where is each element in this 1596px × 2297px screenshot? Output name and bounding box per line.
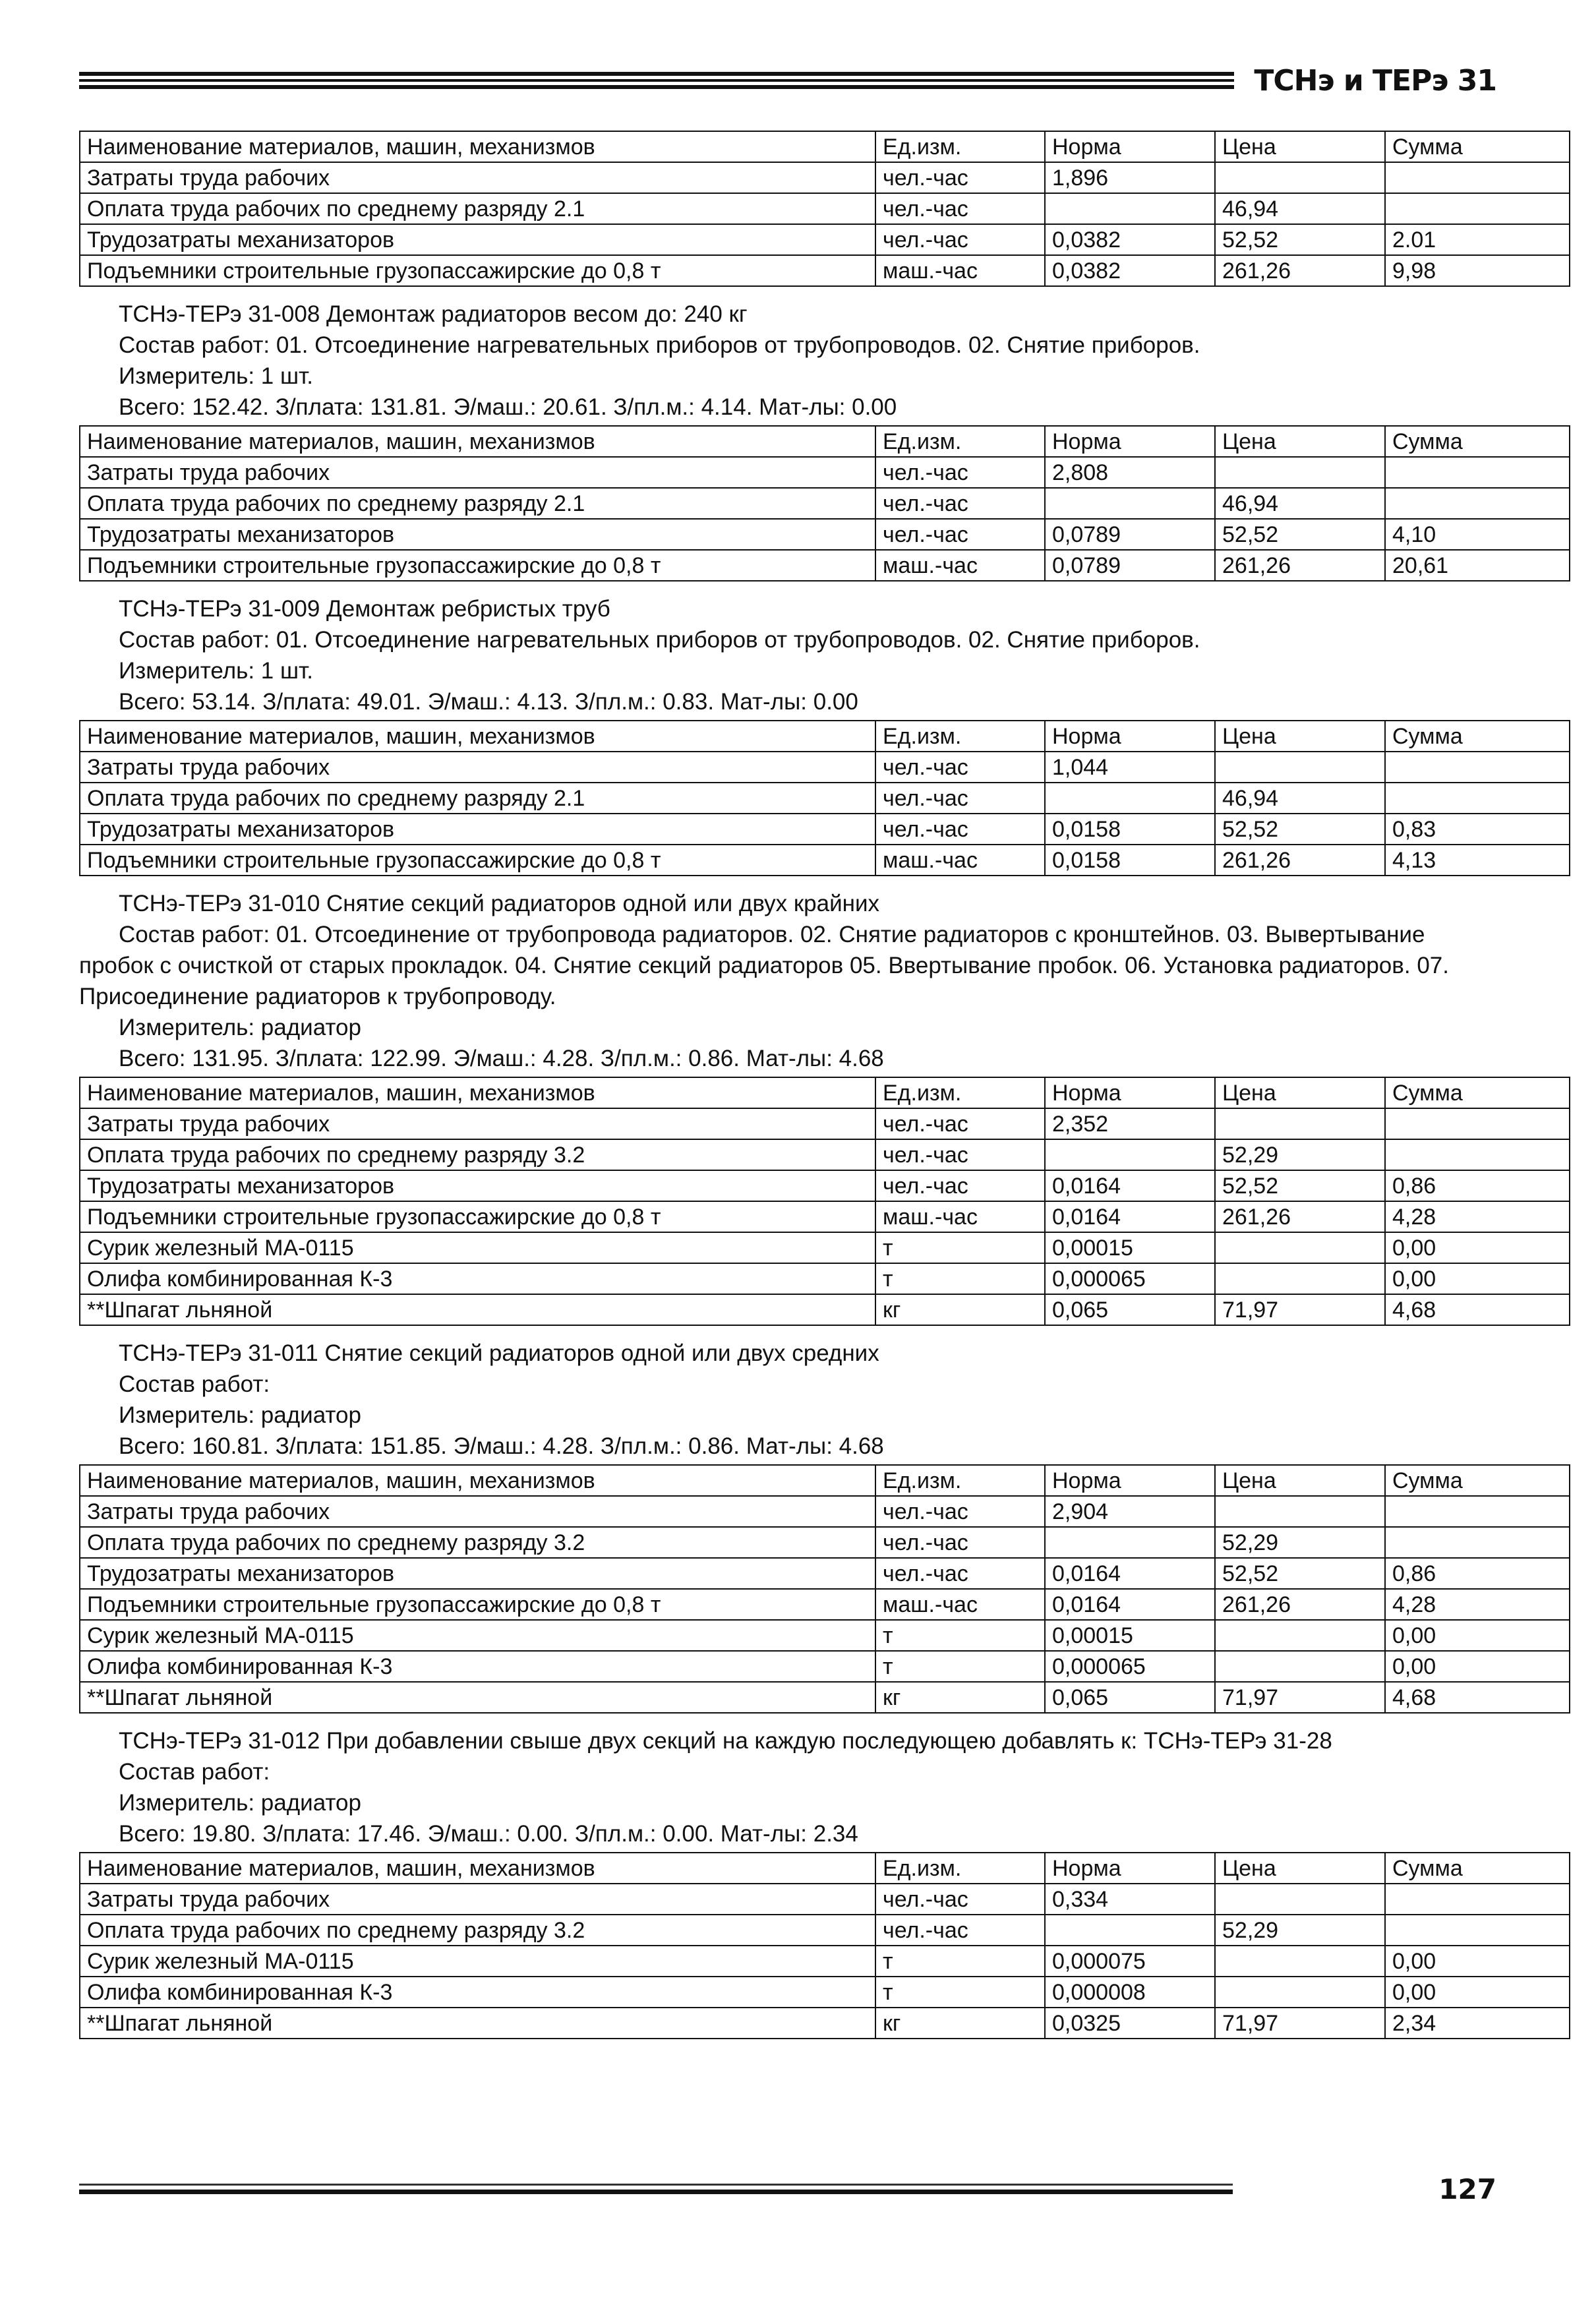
column-header-unit: Ед.изм. bbox=[875, 131, 1045, 162]
table-row bbox=[80, 2008, 1570, 2039]
cell-unit: кг bbox=[875, 1682, 1045, 1713]
cell-unit: чел.-час bbox=[875, 1139, 1045, 1170]
column-header-name: Наименование материалов, машин, механизмов bbox=[80, 1465, 875, 1496]
column-header-sum: Сумма bbox=[1385, 1853, 1570, 1884]
cell-norm: 0,00015 bbox=[1045, 1620, 1215, 1651]
cell-name: Оплата труда рабочих по среднему разряду 2.1 bbox=[80, 193, 875, 224]
cell-name: **Шпагат льняной bbox=[80, 2008, 875, 2039]
table-row bbox=[80, 1139, 1570, 1170]
cell-price: 52,52 bbox=[1215, 814, 1385, 845]
cell-name: Трудозатраты механизаторов bbox=[80, 224, 875, 255]
cell-sum: 0,00 bbox=[1385, 1620, 1570, 1651]
cell-name: Подъемники строительные грузопассажирские до 0,8 т bbox=[80, 1201, 875, 1232]
cell-name: Трудозатраты механизаторов bbox=[80, 519, 875, 550]
cell-price: 46,94 bbox=[1215, 193, 1385, 224]
cell-unit: чел.-час bbox=[875, 193, 1045, 224]
cell-unit: т bbox=[875, 1946, 1045, 1977]
cell-sum: 4,68 bbox=[1385, 1294, 1570, 1325]
cell-price: 46,94 bbox=[1215, 783, 1385, 814]
table-row bbox=[80, 1884, 1570, 1915]
cell-sum: 4,28 bbox=[1385, 1201, 1570, 1232]
resource-table bbox=[79, 720, 1570, 876]
cell-name: Олифа комбинированная К-3 bbox=[80, 1977, 875, 2008]
work-composition: Состав работ: 01. Отсоединение нагревательных приборов от трубопроводов. 02. Снятие приборов. bbox=[119, 332, 1200, 358]
cell-unit: маш.-час bbox=[875, 1589, 1045, 1620]
cell-price: 46,94 bbox=[1215, 488, 1385, 519]
cell-sum: 0,00 bbox=[1385, 1651, 1570, 1682]
resource-table bbox=[79, 131, 1570, 287]
cell-unit: чел.-час bbox=[875, 1496, 1045, 1527]
table-row bbox=[80, 783, 1570, 814]
section-title: ТСНэ-ТЕРэ 31-012 При добавлении свыше двух секций на каждую последующею добавлять к: ТСНэ-ТЕРэ 31-28 bbox=[119, 1728, 1332, 1754]
cell-norm bbox=[1045, 488, 1215, 519]
table-row bbox=[80, 1294, 1570, 1325]
cell-unit: т bbox=[875, 1263, 1045, 1294]
column-header-price: Цена bbox=[1215, 131, 1385, 162]
cell-sum: 0,86 bbox=[1385, 1558, 1570, 1589]
column-header-sum: Сумма bbox=[1385, 721, 1570, 752]
table-header-row bbox=[80, 1465, 1570, 1496]
cost-totals: Всего: 131.95. З/плата: 122.99. Э/маш.: 4.28. З/пл.м.: 0.86. Мат-лы: 4.68 bbox=[119, 1046, 884, 1071]
cell-sum bbox=[1385, 1527, 1570, 1558]
cell-unit: чел.-час bbox=[875, 783, 1045, 814]
work-composition: Состав работ: bbox=[119, 1759, 270, 1785]
cell-sum: 4,13 bbox=[1385, 845, 1570, 876]
cell-name: Подъемники строительные грузопассажирские до 0,8 т bbox=[80, 1589, 875, 1620]
cell-name: Затраты труда рабочих bbox=[80, 1884, 875, 1915]
cell-sum bbox=[1385, 193, 1570, 224]
column-header-unit: Ед.изм. bbox=[875, 1077, 1045, 1108]
cell-norm: 1,044 bbox=[1045, 752, 1215, 783]
cell-sum bbox=[1385, 1108, 1570, 1139]
cell-name: Сурик железный МА-0115 bbox=[80, 1232, 875, 1263]
cell-sum bbox=[1385, 752, 1570, 783]
cell-sum: 0,86 bbox=[1385, 1170, 1570, 1201]
cell-norm: 2,904 bbox=[1045, 1496, 1215, 1527]
cell-name: Трудозатраты механизаторов bbox=[80, 1170, 875, 1201]
column-header-name: Наименование материалов, машин, механизмов bbox=[80, 426, 875, 457]
cell-norm bbox=[1045, 783, 1215, 814]
cell-norm: 1,896 bbox=[1045, 162, 1215, 193]
cell-sum: 9,98 bbox=[1385, 255, 1570, 286]
table-row bbox=[80, 1620, 1570, 1651]
column-header-price: Цена bbox=[1215, 1077, 1385, 1108]
cell-sum: 2,34 bbox=[1385, 2008, 1570, 2039]
table-row bbox=[80, 1651, 1570, 1682]
section-title: ТСНэ-ТЕРэ 31-008 Демонтаж радиаторов весом до: 240 кг bbox=[119, 301, 748, 327]
cell-price: 52,29 bbox=[1215, 1915, 1385, 1946]
table-row bbox=[80, 1558, 1570, 1589]
cell-norm: 0,000065 bbox=[1045, 1263, 1215, 1294]
table-row bbox=[80, 1170, 1570, 1201]
cell-sum: 20,61 bbox=[1385, 550, 1570, 581]
cell-sum: 0,00 bbox=[1385, 1232, 1570, 1263]
cell-name: Олифа комбинированная К-3 bbox=[80, 1651, 875, 1682]
section-header bbox=[79, 593, 1496, 717]
cell-unit: чел.-час bbox=[875, 1558, 1045, 1589]
cell-sum bbox=[1385, 783, 1570, 814]
table-row bbox=[80, 1682, 1570, 1713]
section-header bbox=[79, 1338, 1496, 1462]
column-header-unit: Ед.изм. bbox=[875, 1465, 1045, 1496]
cell-price: 261,26 bbox=[1215, 1589, 1385, 1620]
section-header bbox=[79, 1725, 1496, 1849]
page-footer bbox=[79, 2169, 1496, 2209]
cell-price: 261,26 bbox=[1215, 845, 1385, 876]
cell-price: 71,97 bbox=[1215, 1294, 1385, 1325]
column-header-price: Цена bbox=[1215, 426, 1385, 457]
cell-sum bbox=[1385, 1884, 1570, 1915]
cell-norm: 0,065 bbox=[1045, 1294, 1215, 1325]
cell-unit: чел.-час bbox=[875, 224, 1045, 255]
cell-price: 71,97 bbox=[1215, 1682, 1385, 1713]
column-header-unit: Ед.изм. bbox=[875, 1853, 1045, 1884]
cell-norm bbox=[1045, 1139, 1215, 1170]
cell-sum bbox=[1385, 1915, 1570, 1946]
cell-norm: 0,000075 bbox=[1045, 1946, 1215, 1977]
cell-name: Олифа комбинированная К-3 bbox=[80, 1263, 875, 1294]
cell-unit: т bbox=[875, 1232, 1045, 1263]
column-header-price: Цена bbox=[1215, 1853, 1385, 1884]
column-header-sum: Сумма bbox=[1385, 131, 1570, 162]
column-header-norm: Норма bbox=[1045, 1853, 1215, 1884]
cell-norm: 0,0325 bbox=[1045, 2008, 1215, 2039]
cell-norm: 0,0158 bbox=[1045, 814, 1215, 845]
cell-sum bbox=[1385, 457, 1570, 488]
cell-norm bbox=[1045, 1527, 1215, 1558]
table-row bbox=[80, 193, 1570, 224]
cell-unit: чел.-час bbox=[875, 457, 1045, 488]
cell-name: Затраты труда рабочих bbox=[80, 1108, 875, 1139]
table-row bbox=[80, 1108, 1570, 1139]
cell-sum: 4,68 bbox=[1385, 1682, 1570, 1713]
cell-norm: 0,000008 bbox=[1045, 1977, 1215, 2008]
cell-name: Трудозатраты механизаторов bbox=[80, 814, 875, 845]
document-body bbox=[79, 131, 1496, 2039]
cell-unit: маш.-час bbox=[875, 550, 1045, 581]
column-header-norm: Норма bbox=[1045, 1077, 1215, 1108]
cell-price bbox=[1215, 1496, 1385, 1527]
cell-norm: 0,0382 bbox=[1045, 255, 1215, 286]
cell-norm: 0,000065 bbox=[1045, 1651, 1215, 1682]
cell-sum: 2.01 bbox=[1385, 224, 1570, 255]
table-row bbox=[80, 752, 1570, 783]
cell-name: Затраты труда рабочих bbox=[80, 162, 875, 193]
cell-sum: 0,00 bbox=[1385, 1263, 1570, 1294]
cell-sum: 0,83 bbox=[1385, 814, 1570, 845]
cell-price: 52,52 bbox=[1215, 1558, 1385, 1589]
table-row bbox=[80, 1977, 1570, 2008]
cell-unit: кг bbox=[875, 1294, 1045, 1325]
table-header-row bbox=[80, 131, 1570, 162]
section-title: ТСНэ-ТЕРэ 31-010 Снятие секций радиаторов одной или двух крайних bbox=[119, 891, 880, 916]
table-row bbox=[80, 1946, 1570, 1977]
cell-price bbox=[1215, 1263, 1385, 1294]
measure-unit: Измеритель: радиатор bbox=[119, 1402, 361, 1428]
table-header-row bbox=[80, 721, 1570, 752]
cost-totals: Всего: 152.42. З/плата: 131.81. Э/маш.: 20.61. З/пл.м.: 4.14. Мат-лы: 0.00 bbox=[119, 394, 897, 420]
table-row bbox=[80, 224, 1570, 255]
table-row bbox=[80, 488, 1570, 519]
cell-unit: чел.-час bbox=[875, 519, 1045, 550]
work-composition: Состав работ: 01. Отсоединение нагревательных приборов от трубопроводов. 02. Снятие приборов. bbox=[119, 627, 1200, 653]
cell-unit: чел.-час bbox=[875, 1884, 1045, 1915]
cell-name: **Шпагат льняной bbox=[80, 1294, 875, 1325]
cost-totals: Всего: 53.14. З/плата: 49.01. Э/маш.: 4.13. З/пл.м.: 0.83. Мат-лы: 0.00 bbox=[119, 689, 858, 715]
cell-name: Подъемники строительные грузопассажирские до 0,8 т bbox=[80, 550, 875, 581]
section-title: ТСНэ-ТЕРэ 31-009 Демонтаж ребристых труб bbox=[119, 596, 610, 622]
cell-name: Затраты труда рабочих bbox=[80, 457, 875, 488]
table-header-row bbox=[80, 1077, 1570, 1108]
resource-table bbox=[79, 1077, 1570, 1326]
work-composition: Состав работ: 01. Отсоединение от трубопровода радиаторов. 02. Снятие радиаторов с кронштейнов. 03. Вывертывание пробок с очисткой от старых прокладок. 04. Снятие секций радиаторов 05. Ввертывание пробок. 06. Установка радиаторов. 07. Присоединение радиаторов к трубопроводу. bbox=[79, 922, 1449, 1009]
cell-sum: 4,10 bbox=[1385, 519, 1570, 550]
cell-name: Затраты труда рабочих bbox=[80, 752, 875, 783]
cell-name: Оплата труда рабочих по среднему разряду 2.1 bbox=[80, 488, 875, 519]
cell-price bbox=[1215, 1232, 1385, 1263]
cell-sum bbox=[1385, 162, 1570, 193]
cell-norm: 0,0158 bbox=[1045, 845, 1215, 876]
cell-price: 52,52 bbox=[1215, 519, 1385, 550]
cell-price: 261,26 bbox=[1215, 255, 1385, 286]
cell-price: 261,26 bbox=[1215, 550, 1385, 581]
cell-sum bbox=[1385, 1139, 1570, 1170]
table-row bbox=[80, 162, 1570, 193]
section-title: ТСНэ-ТЕРэ 31-011 Снятие секций радиаторов одной или двух средних bbox=[119, 1340, 879, 1366]
cell-name: Оплата труда рабочих по среднему разряду 2.1 bbox=[80, 783, 875, 814]
cost-totals: Всего: 19.80. З/плата: 17.46. Э/маш.: 0.00. З/пл.м.: 0.00. Мат-лы: 2.34 bbox=[119, 1821, 858, 1847]
page-number: 127 bbox=[1438, 2172, 1496, 2205]
cell-price bbox=[1215, 1620, 1385, 1651]
cell-price bbox=[1215, 457, 1385, 488]
cell-unit: маш.-час bbox=[875, 255, 1045, 286]
cell-name: Сурик железный МА-0115 bbox=[80, 1946, 875, 1977]
cell-price: 261,26 bbox=[1215, 1201, 1385, 1232]
table-row bbox=[80, 1527, 1570, 1558]
cell-unit: чел.-час bbox=[875, 1170, 1045, 1201]
cell-name: Оплата труда рабочих по среднему разряду 3.2 bbox=[80, 1139, 875, 1170]
column-header-name: Наименование материалов, машин, механизмов bbox=[80, 1077, 875, 1108]
cell-price: 52,52 bbox=[1215, 224, 1385, 255]
cell-name: Оплата труда рабочих по среднему разряду 3.2 bbox=[80, 1527, 875, 1558]
cell-price bbox=[1215, 162, 1385, 193]
cell-price: 52,29 bbox=[1215, 1527, 1385, 1558]
cell-name: Трудозатраты механизаторов bbox=[80, 1558, 875, 1589]
resource-table bbox=[79, 425, 1570, 582]
table-row bbox=[80, 1263, 1570, 1294]
cell-price: 52,52 bbox=[1215, 1170, 1385, 1201]
column-header-unit: Ед.изм. bbox=[875, 721, 1045, 752]
cell-unit: т bbox=[875, 1620, 1045, 1651]
cell-norm: 0,0164 bbox=[1045, 1589, 1215, 1620]
cell-unit: кг bbox=[875, 2008, 1045, 2039]
cell-unit: чел.-час bbox=[875, 1527, 1045, 1558]
cell-price bbox=[1215, 752, 1385, 783]
cell-sum bbox=[1385, 1496, 1570, 1527]
measure-unit: Измеритель: 1 шт. bbox=[119, 658, 313, 684]
cell-unit: чел.-час bbox=[875, 1915, 1045, 1946]
resource-table bbox=[79, 1464, 1570, 1714]
cell-price bbox=[1215, 1946, 1385, 1977]
column-header-name: Наименование материалов, машин, механизмов bbox=[80, 721, 875, 752]
table-row bbox=[80, 1201, 1570, 1232]
cell-unit: чел.-час bbox=[875, 162, 1045, 193]
cell-unit: чел.-час bbox=[875, 488, 1045, 519]
cell-norm: 2,808 bbox=[1045, 457, 1215, 488]
column-header-norm: Норма bbox=[1045, 1465, 1215, 1496]
table-row bbox=[80, 814, 1570, 845]
cell-norm: 0,065 bbox=[1045, 1682, 1215, 1713]
cell-name: Сурик железный МА-0115 bbox=[80, 1620, 875, 1651]
table-row bbox=[80, 519, 1570, 550]
cell-name: Оплата труда рабочих по среднему разряду 3.2 bbox=[80, 1915, 875, 1946]
table-row bbox=[80, 1915, 1570, 1946]
cell-norm: 0,0164 bbox=[1045, 1170, 1215, 1201]
table-row bbox=[80, 1589, 1570, 1620]
measure-unit: Измеритель: радиатор bbox=[119, 1015, 361, 1040]
cell-price bbox=[1215, 1108, 1385, 1139]
cell-norm: 0,0789 bbox=[1045, 550, 1215, 581]
cell-norm: 0,00015 bbox=[1045, 1232, 1215, 1263]
table-row bbox=[80, 255, 1570, 286]
header-rule bbox=[79, 72, 1234, 89]
column-header-name: Наименование материалов, машин, механизмов bbox=[80, 1853, 875, 1884]
cell-norm: 0,0382 bbox=[1045, 224, 1215, 255]
cell-price bbox=[1215, 1651, 1385, 1682]
column-header-sum: Сумма bbox=[1385, 1077, 1570, 1108]
cell-name: **Шпагат льняной bbox=[80, 1682, 875, 1713]
cell-norm: 0,0789 bbox=[1045, 519, 1215, 550]
column-header-sum: Сумма bbox=[1385, 1465, 1570, 1496]
column-header-norm: Норма bbox=[1045, 721, 1215, 752]
work-composition: Состав работ: bbox=[119, 1371, 270, 1397]
cell-unit: маш.-час bbox=[875, 845, 1045, 876]
cell-sum: 0,00 bbox=[1385, 1977, 1570, 2008]
column-header-name: Наименование материалов, машин, механизмов bbox=[80, 131, 875, 162]
cell-norm bbox=[1045, 1915, 1215, 1946]
cell-norm: 0,0164 bbox=[1045, 1558, 1215, 1589]
cell-norm: 0,334 bbox=[1045, 1884, 1215, 1915]
cell-name: Затраты труда рабочих bbox=[80, 1496, 875, 1527]
cell-name: Подъемники строительные грузопассажирские до 0,8 т bbox=[80, 255, 875, 286]
table-row bbox=[80, 1496, 1570, 1527]
cell-unit: чел.-час bbox=[875, 1108, 1045, 1139]
column-header-price: Цена bbox=[1215, 721, 1385, 752]
table-header-row bbox=[80, 1853, 1570, 1884]
cell-unit: чел.-час bbox=[875, 752, 1045, 783]
cell-unit: чел.-час bbox=[875, 814, 1045, 845]
measure-unit: Измеритель: радиатор bbox=[119, 1790, 361, 1816]
cell-sum bbox=[1385, 488, 1570, 519]
column-header-unit: Ед.изм. bbox=[875, 426, 1045, 457]
cell-price: 71,97 bbox=[1215, 2008, 1385, 2039]
column-header-norm: Норма bbox=[1045, 426, 1215, 457]
cost-totals: Всего: 160.81. З/плата: 151.85. Э/маш.: 4.28. З/пл.м.: 0.86. Мат-лы: 4.68 bbox=[119, 1433, 884, 1459]
cell-price bbox=[1215, 1977, 1385, 2008]
table-row bbox=[80, 457, 1570, 488]
cell-sum: 4,28 bbox=[1385, 1589, 1570, 1620]
section-header bbox=[79, 888, 1496, 1074]
cell-norm: 0,0164 bbox=[1045, 1201, 1215, 1232]
measure-unit: Измеритель: 1 шт. bbox=[119, 363, 313, 389]
cell-norm bbox=[1045, 193, 1215, 224]
column-header-sum: Сумма bbox=[1385, 426, 1570, 457]
cell-unit: маш.-час bbox=[875, 1201, 1045, 1232]
cell-price bbox=[1215, 1884, 1385, 1915]
cell-name: Подъемники строительные грузопассажирские до 0,8 т bbox=[80, 845, 875, 876]
table-row bbox=[80, 550, 1570, 581]
running-title: ТСНэ и ТЕРэ 31 bbox=[1254, 63, 1496, 98]
cell-norm: 2,352 bbox=[1045, 1108, 1215, 1139]
column-header-norm: Норма bbox=[1045, 131, 1215, 162]
table-row bbox=[80, 845, 1570, 876]
section-header bbox=[79, 299, 1496, 423]
table-row bbox=[80, 1232, 1570, 1263]
cell-unit: т bbox=[875, 1651, 1045, 1682]
table-header-row bbox=[80, 426, 1570, 457]
cell-price: 52,29 bbox=[1215, 1139, 1385, 1170]
resource-table bbox=[79, 1852, 1570, 2039]
footer-rule bbox=[79, 2184, 1233, 2194]
cell-unit: т bbox=[875, 1977, 1045, 2008]
column-header-price: Цена bbox=[1215, 1465, 1385, 1496]
cell-sum: 0,00 bbox=[1385, 1946, 1570, 1977]
page-header bbox=[79, 61, 1496, 100]
